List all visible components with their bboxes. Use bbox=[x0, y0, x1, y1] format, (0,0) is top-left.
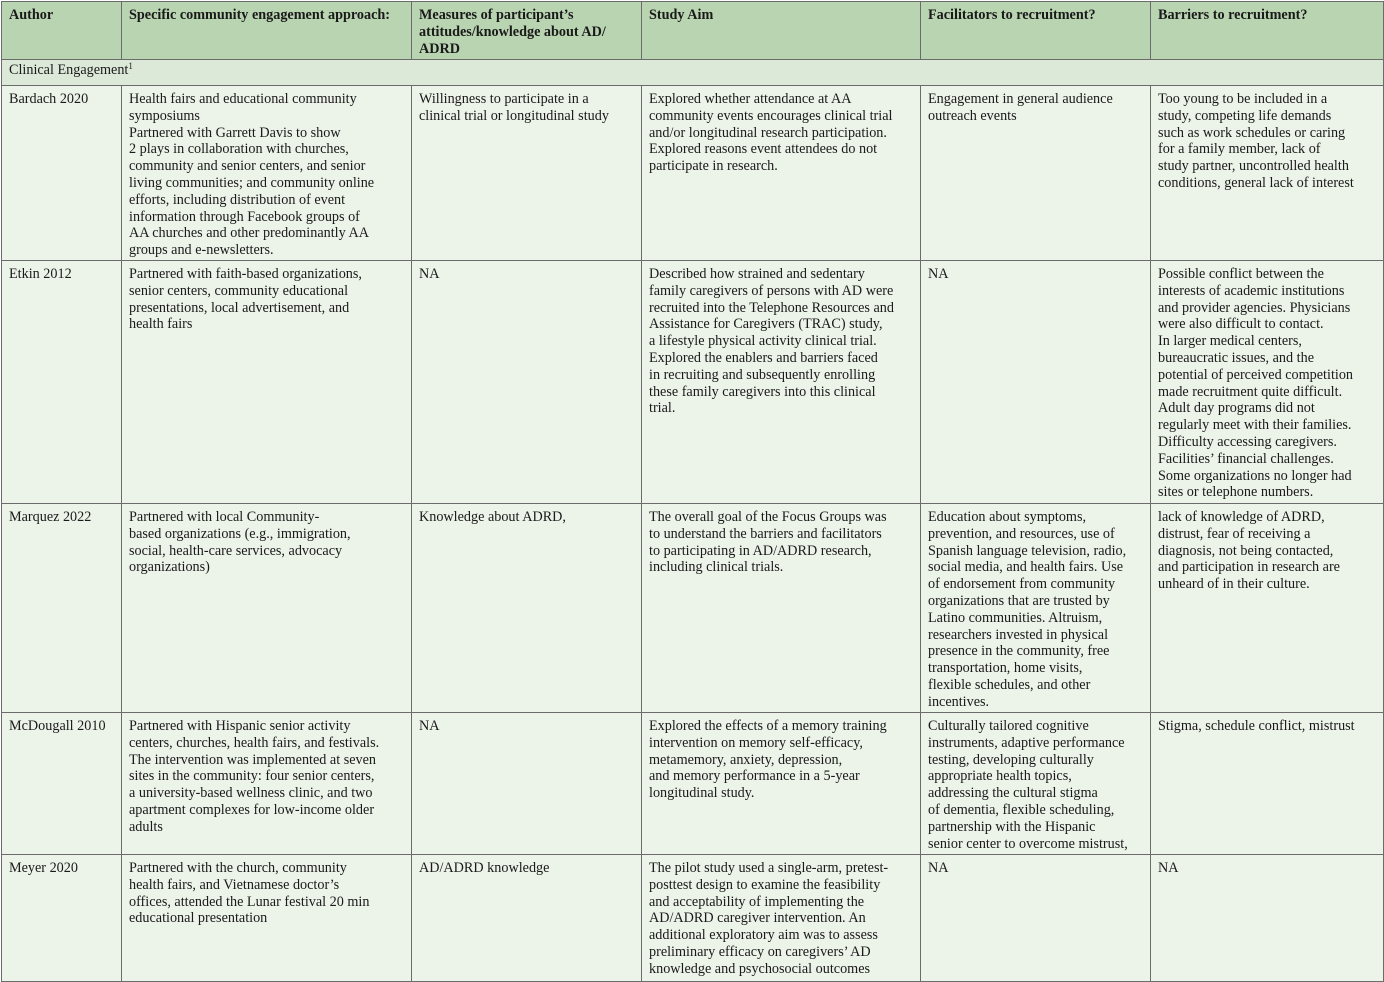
cell-line: longitudinal study. bbox=[649, 785, 755, 802]
cell-line: Partnered with Garrett Davis to show bbox=[129, 124, 341, 141]
cell-line: offices, attended the Lunar festival 20 min bbox=[129, 893, 370, 910]
cell-line: and acceptability of implementing the bbox=[649, 893, 865, 910]
cell-line: to participating in AD/ADRD research, bbox=[649, 542, 872, 559]
barriers-cell bbox=[1151, 855, 1384, 982]
cell-line: Engagement in general audience bbox=[928, 91, 1113, 107]
measures-cell bbox=[412, 261, 642, 504]
author-cell: McDougall 2010 bbox=[2, 713, 122, 855]
cell-line: NA bbox=[1158, 860, 1179, 876]
study-aim-cell bbox=[642, 855, 921, 982]
cell-line: senior center to overcome mistrust, bbox=[928, 835, 1128, 852]
cell-line: outreach events bbox=[928, 107, 1017, 124]
cell-line: flexible schedules, and other bbox=[928, 676, 1091, 693]
cell-line: Latino communities. Altruism, bbox=[928, 609, 1103, 626]
cell-line: knowledge and psychosocial outcomes bbox=[649, 960, 871, 977]
approach-cell bbox=[122, 713, 412, 855]
cell-line: recruited into the Telephone Resources and bbox=[649, 299, 894, 316]
cell-line: In larger medical centers, bbox=[1158, 333, 1302, 350]
cell-line: Some organizations no longer had bbox=[1158, 467, 1352, 484]
barriers-cell bbox=[1151, 713, 1384, 855]
cell-line: NA bbox=[928, 266, 949, 282]
cell-line: Culturally tailored cognitive bbox=[928, 718, 1089, 734]
cell-line: symposiums bbox=[129, 107, 200, 124]
evidence-table bbox=[1, 1, 1384, 982]
cell-line: conditions, general lack of interest bbox=[1158, 174, 1354, 191]
cell-line: groups and e-newsletters. bbox=[129, 242, 274, 259]
cell-line: partnership with the Hispanic bbox=[928, 818, 1096, 835]
cell-line: sites or telephone numbers. bbox=[1158, 484, 1314, 501]
cell-line: interests of academic institutions bbox=[1158, 282, 1345, 299]
cell-line: of endorsement from community bbox=[928, 576, 1116, 593]
facilitators-cell bbox=[921, 261, 1151, 504]
cell-line: living communities; and community online bbox=[129, 174, 375, 191]
header-barriers: Barriers to recruitment? bbox=[1151, 2, 1384, 60]
cell-line: Willingness to participate in a bbox=[419, 91, 589, 107]
cell-line: incentives. bbox=[928, 693, 990, 710]
cell-line: Too young to be included in a bbox=[1158, 91, 1328, 107]
cell-line: posttest design to examine the feasibility bbox=[649, 876, 881, 893]
cell-line: additional exploratory aim was to assess bbox=[649, 927, 878, 944]
cell-line: a lifestyle physical activity clinical trial. bbox=[649, 333, 877, 350]
table-row bbox=[2, 261, 1384, 504]
table-header-row bbox=[2, 2, 1384, 60]
header-facilitators: Facilitators to recruitment? bbox=[921, 2, 1151, 60]
cell-line: Education about symptoms, bbox=[928, 509, 1087, 525]
cell-line: Assistance for Caregivers (TRAC) study, bbox=[649, 316, 883, 333]
barriers-cell bbox=[1151, 86, 1384, 261]
cell-line: study partner, uncontrolled health bbox=[1158, 158, 1349, 175]
cell-line: addressing the cultural stigma bbox=[928, 785, 1098, 802]
cell-line: Described how strained and sedentary bbox=[649, 266, 865, 282]
cell-line: Spanish language television, radio, bbox=[928, 542, 1127, 559]
header-author: Author bbox=[2, 2, 122, 60]
cell-line: diagnosis, not being contacted, bbox=[1158, 542, 1334, 559]
study-aim-cell bbox=[642, 86, 921, 261]
cell-line: community events encourages clinical trial bbox=[649, 107, 893, 124]
cell-line: and participation in research are bbox=[1158, 559, 1340, 576]
cell-line: bureaucratic issues, and the bbox=[1158, 349, 1315, 366]
barriers-cell bbox=[1151, 504, 1384, 713]
cell-line: such as work schedules or caring bbox=[1158, 124, 1346, 141]
cell-line: potential of perceived competition bbox=[1158, 366, 1354, 383]
cell-line: Partnered with local Community- bbox=[129, 509, 320, 525]
table-row bbox=[2, 713, 1384, 855]
cell-line: AD/ADRD caregiver intervention. An bbox=[649, 910, 866, 927]
cell-line: these family caregivers into this clinical bbox=[649, 383, 876, 400]
measures-cell bbox=[412, 855, 642, 982]
cell-line: adults bbox=[129, 818, 163, 835]
cell-line: family caregivers of persons with AD were bbox=[649, 282, 894, 299]
cell-line: NA bbox=[928, 860, 949, 876]
measures-cell bbox=[412, 86, 642, 261]
header-measures: Measures of participant’s attitudes/knowledge about AD/ ADRD bbox=[412, 2, 642, 60]
cell-line: health fairs bbox=[129, 316, 193, 333]
cell-line: organizations that are trusted by bbox=[928, 592, 1110, 609]
cell-line: Health fairs and educational community bbox=[129, 91, 357, 107]
cell-line: senior centers, community educational bbox=[129, 282, 349, 299]
cell-line: for a family member, lack of bbox=[1158, 141, 1321, 158]
cell-line: unheard of in their culture. bbox=[1158, 576, 1310, 593]
facilitators-cell bbox=[921, 713, 1151, 855]
cell-line: community and senior centers, and senior bbox=[129, 158, 366, 175]
cell-line: health fairs, and Vietnamese doctor’s bbox=[129, 876, 340, 893]
cell-line: lack of knowledge of ADRD, bbox=[1158, 509, 1325, 525]
cell-line: information through Facebook groups of bbox=[129, 208, 360, 225]
cell-line: based organizations (e.g., immigration, bbox=[129, 525, 351, 542]
cell-line: Explored the enablers and barriers faced bbox=[649, 349, 878, 366]
cell-line: AA churches and other predominantly AA bbox=[129, 225, 369, 242]
approach-cell bbox=[122, 855, 412, 982]
study-aim-cell bbox=[642, 261, 921, 504]
table-row bbox=[2, 86, 1384, 261]
cell-line: organizations) bbox=[129, 559, 210, 576]
cell-line: sites in the community: four senior centers, bbox=[129, 768, 375, 785]
measures-cell bbox=[412, 504, 642, 713]
cell-line: appropriate health topics, bbox=[928, 768, 1072, 785]
author-cell: Marquez 2022 bbox=[2, 504, 122, 713]
cell-line: social media, and health fairs. Use bbox=[928, 559, 1124, 576]
table-row bbox=[2, 855, 1384, 982]
cell-line: researchers invested in physical bbox=[928, 626, 1109, 643]
cell-line: made recruitment quite difficult. bbox=[1158, 383, 1343, 400]
cell-line: trial. bbox=[649, 400, 676, 417]
cell-line: NA bbox=[419, 266, 440, 282]
study-aim-cell bbox=[642, 504, 921, 713]
cell-line: and memory performance in a 5-year bbox=[649, 768, 860, 785]
cell-line: The intervention was implemented at seven bbox=[129, 751, 377, 768]
table-row bbox=[2, 504, 1384, 713]
cell-line: Partnered with the church, community bbox=[129, 860, 347, 876]
cell-line: 2 plays in collaboration with churches, bbox=[129, 141, 349, 158]
cell-line: study, competing life demands bbox=[1158, 107, 1332, 124]
cell-line: efforts, including distribution of event bbox=[129, 191, 346, 208]
header-approach: Specific community engagement approach: bbox=[122, 2, 412, 60]
cell-line: including clinical trials. bbox=[649, 559, 784, 576]
facilitators-cell bbox=[921, 855, 1151, 982]
approach-cell bbox=[122, 504, 412, 713]
cell-line: Adult day programs did not bbox=[1158, 400, 1315, 417]
cell-line: and provider agencies. Physicians bbox=[1158, 299, 1351, 316]
author-cell: Meyer 2020 bbox=[2, 855, 122, 982]
cell-line: intervention on memory self-efficacy, bbox=[649, 734, 863, 751]
approach-cell bbox=[122, 86, 412, 261]
cell-line: NA bbox=[419, 718, 440, 734]
cell-line: educational presentation bbox=[129, 910, 268, 927]
footnote-marker: 1 bbox=[128, 61, 133, 71]
cell-line: Possible conflict between the bbox=[1158, 266, 1324, 282]
cell-line: transportation, home visits, bbox=[928, 660, 1083, 677]
cell-line: Explored reasons event attendees do not bbox=[649, 141, 878, 158]
cell-line: metamemory, anxiety, depression, bbox=[649, 751, 843, 768]
cell-line: were also difficult to contact. bbox=[1158, 316, 1324, 333]
cell-line: The pilot study used a single-arm, pretest- bbox=[649, 860, 889, 876]
approach-cell bbox=[122, 261, 412, 504]
cell-line: Knowledge about ADRD, bbox=[419, 509, 566, 525]
cell-line: apartment complexes for low-income older bbox=[129, 801, 375, 818]
cell-line: regularly meet with their families. bbox=[1158, 417, 1352, 434]
section-row bbox=[2, 60, 1384, 86]
cell-line: instruments, adaptive performance bbox=[928, 734, 1125, 751]
author-cell: Bardach 2020 bbox=[2, 86, 122, 261]
cell-line: of dementia, flexible scheduling, bbox=[928, 801, 1115, 818]
cell-line: in recruiting and subsequently enrolling bbox=[649, 366, 876, 383]
cell-line: Stigma, schedule conflict, mistrust bbox=[1158, 718, 1355, 734]
cell-line: The overall goal of the Focus Groups was bbox=[649, 509, 887, 525]
cell-line: Difficulty accessing caregivers. bbox=[1158, 433, 1337, 450]
cell-line: prevention, and resources, use of bbox=[928, 525, 1115, 542]
cell-line: Partnered with Hispanic senior activity bbox=[129, 718, 351, 734]
facilitators-cell bbox=[921, 86, 1151, 261]
barriers-cell bbox=[1151, 261, 1384, 504]
cell-line: presentations, local advertisement, and bbox=[129, 299, 350, 316]
cell-line: Explored whether attendance at AA bbox=[649, 91, 852, 107]
cell-line: to understand the barriers and facilitators bbox=[649, 525, 882, 542]
author-cell: Etkin 2012 bbox=[2, 261, 122, 504]
cell-line: participate in research. bbox=[649, 158, 778, 175]
cell-line: AD/ADRD knowledge bbox=[419, 860, 550, 876]
study-aim-cell bbox=[642, 713, 921, 855]
cell-line: testing, developing culturally bbox=[928, 751, 1094, 768]
cell-line: clinical trial or longitudinal study bbox=[419, 107, 609, 124]
section-label: Clinical Engagement$^1$ bbox=[2, 60, 1384, 86]
cell-line: Explored the effects of a memory training bbox=[649, 718, 887, 734]
cell-line: Facilities’ financial challenges. bbox=[1158, 450, 1334, 467]
facilitators-cell bbox=[921, 504, 1151, 713]
cell-line: distrust, fear of receiving a bbox=[1158, 525, 1311, 542]
cell-line: Partnered with faith-based organizations, bbox=[129, 266, 362, 282]
cell-line: presence in the community, free bbox=[928, 643, 1110, 660]
measures-cell bbox=[412, 713, 642, 855]
cell-line: social, health-care services, advocacy bbox=[129, 542, 343, 559]
cell-line: centers, churches, health fairs, and festivals. bbox=[129, 734, 380, 751]
cell-line: a university-based wellness clinic, and two bbox=[129, 785, 373, 802]
cell-line: and/or longitudinal research participation. bbox=[649, 124, 887, 141]
header-study-aim: Study Aim bbox=[642, 2, 921, 60]
cell-line: preliminary efficacy on caregivers’ AD bbox=[649, 943, 871, 960]
